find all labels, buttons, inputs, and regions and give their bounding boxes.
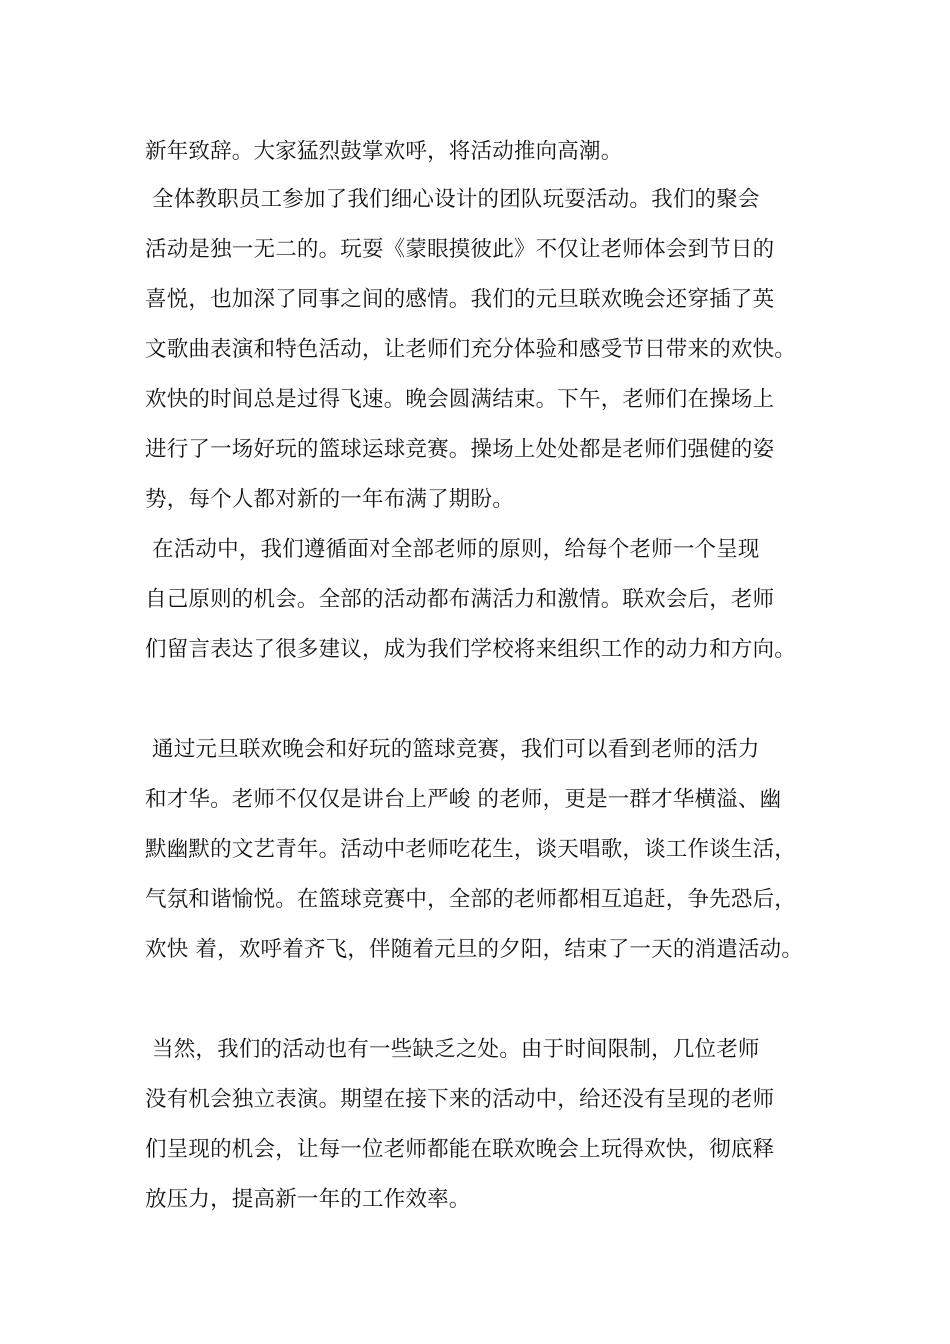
- paragraph-line: 活动是独一无二的。玩耍《蒙眼摸彼此》不仅让老师体会到节日的: [145, 237, 775, 262]
- paragraph-line: 在活动中，我们遵循面对全部老师的原则，给每个老师一个呈现: [145, 537, 760, 562]
- paragraph-line: 全体教职员工参加了我们细心设计的团队玩耍活动。我们的聚会: [145, 187, 760, 212]
- paragraph-line: 自己原则的机会。全部的活动都布满活力和激情。联欢会后，老师: [145, 587, 775, 612]
- paragraph-line: 进行了一场好玩的篮球运球竞赛。操场上处处都是老师们强健的姿: [145, 437, 775, 462]
- paragraph-line: 势，每个人都对新的一年布满了期盼。: [145, 487, 514, 512]
- paragraph-line: 当然，我们的活动也有一些缺乏之处。由于时间限制，几位老师: [145, 1037, 760, 1062]
- paragraph-line: 们呈现的机会，让每一位老师都能在联欢晚会上玩得欢快，彻底释: [145, 1137, 775, 1162]
- paragraph-line: 气氛和谐愉悦。在篮球竞赛中，全部的老师都相互追赶，争先恐后，: [145, 887, 797, 912]
- paragraph-line: 新年致辞。大家猛烈鼓掌欢呼，将活动推向高潮。: [145, 139, 623, 164]
- paragraph-line: 没有机会独立表演。期望在接下来的活动中，给还没有呈现的老师: [145, 1087, 775, 1112]
- paragraph-line: 通过元旦联欢晚会和好玩的篮球竞赛，我们可以看到老师的活力: [145, 737, 760, 762]
- paragraph-line: 欢快的时间总是过得飞速。晚会圆满结束。下午，老师们在操场上: [145, 387, 775, 412]
- paragraph-line: 默幽默的文艺青年。活动中老师吃花生，谈天唱歌，谈工作谈生活，: [145, 837, 797, 862]
- paragraph-line: 喜悦，也加深了同事之间的感情。我们的元旦联欢晚会还穿插了英: [145, 287, 775, 312]
- paragraph-line: 欢快 着，欢呼着齐飞，伴随着元旦的夕阳，结束了一天的消遣活动。: [145, 937, 804, 962]
- paragraph-line: 和才华。老师不仅仅是讲台上严峻 的老师，更是一群才华横溢、幽: [145, 787, 782, 812]
- paragraph-line: 文歌曲表演和特色活动，让老师们充分体验和感受节日带来的欢快。: [145, 337, 797, 362]
- paragraph-line: 放压力，提高新一年的工作效率。: [145, 1187, 471, 1212]
- paragraph-line: 们留言表达了很多建议，成为我们学校将来组织工作的动力和方向。: [145, 637, 797, 662]
